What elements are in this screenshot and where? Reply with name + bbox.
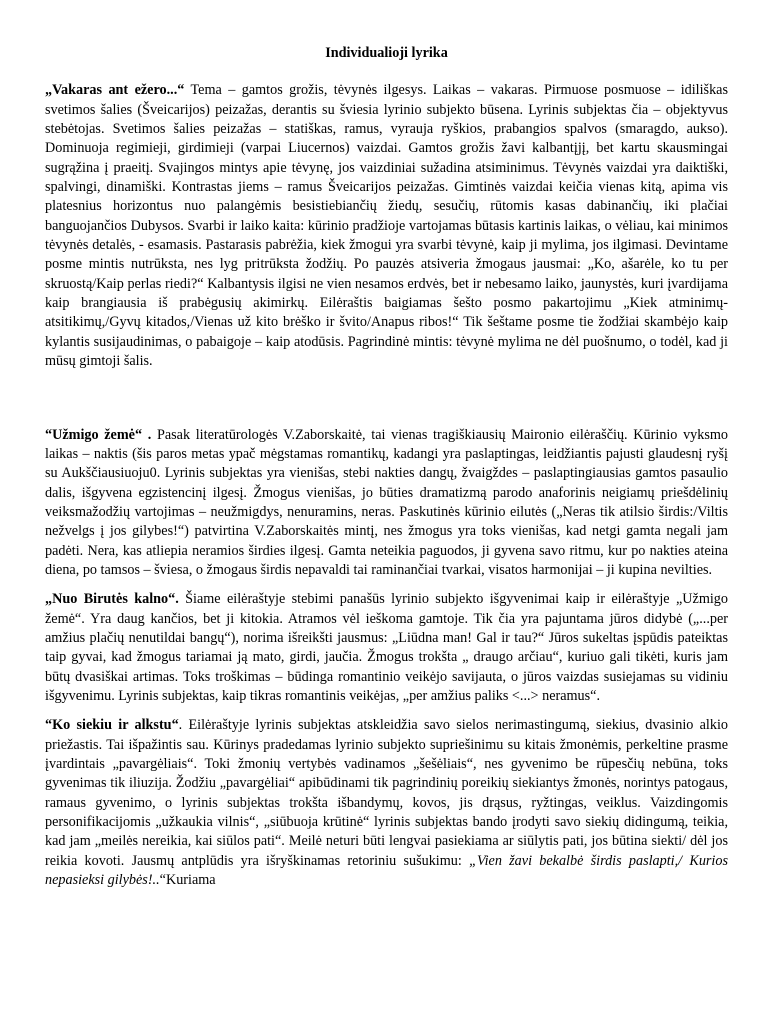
section-nuo-birutes-kalno [45,590,728,706]
spacer [45,372,728,426]
section-uzmigo-zeme [45,426,728,581]
section-heading: “Užmigo žemė“ . [45,426,152,443]
document-page [45,44,728,890]
spacer [45,580,728,590]
section-ko-siekiu [45,716,728,890]
section-heading: „Nuo Birutės kalno“. [45,591,179,608]
section-heading: “Ko siekiu ir alkstu“ [45,717,179,734]
document-title: Individualioji lyrika [325,45,448,61]
section-body: . Eilėraštyje lyrinis subjektas atskleidžia savo sielos nerimastingumą, siekius, dvasinio alkio priežastis. Tai išpažintis sau. Kūrinys pradedamas lyrinio subjekto supriešinimu su kitais žmonėmis, perkeltine prasme įvardintais „pavargėliais“. Toki žmonių vertybės vadinamos „šešėliais“, nes gyvenimo be rūpesčių nebūna, toks gyvenimas tik iliuzija. Žodžiu „pavargėliai“ apibūdinami tik pagrindinių poreikių siekiantys žmonės, norintys patogaus, ramaus gyvenimo, o lyrinis subjektas trokšta išbandymų, kovos, jis drąsus, ryžtingas, veiklus. Vaizdingomis personifikacijomis „užkaukia vilnis“, „siūbuoja krūtinė“ lyrinis subjektas bando įrodyti savo siekių didingumą, teikia, kad jam „meilės nereikia, kai siūlos pati“. Meilė neturi būti lengvai pasiekiama ar siūlytis pati, jos būtina siekti/ dėl jos reikia kovoti. Jausmų antplūdis yra išryškinamas retoriniu sušukimu: [45,717,729,869]
section-body: Tema – gamtos grožis, tėvynės ilgesys. Laikas – vakaras. Pirmuose posmuose – idiliškas svetimos šalies (Šveicarijos) peizažas, derantis su šviesia lyrinio subjekto būsena. Lyrinis subjektas čia – objektyvus stebėtojas. Svetimos šalies peizažas – statiškas, ramus, vyrauja ryškios, prabangios spalvos (smaragdo, aukso). Dominuoja regimieji, girdimieji (varpai Liucernos) vaizdai. Gamtos grožis žavi kalbantįjį, bet kartu skausmingai sugrąžina į praeitį. Svajingos mintys apie tėvynę, jos vaizdiniai sužadina atsiminimus. Tėvynės vaizdai yra daiktiški, spalvingi, dinamiški. Kontrastas jiems – ramus Šveicarijos peizažas. Gimtinės vaizdai keičia vienas kitą, apima vis platesnius horizontus nuo palangėmis besistiebiančių žiedų, sesučių, rūtomis kasas dabinančių, iki plačiai banguojančios Dubysos. Svarbi ir laiko kaita: kūrinio pradžioje vartojamas būtasis kartinis laikas, o vėliau, kai minimos tėvynės detalės, - esamasis. Pastarasis pabrėžia, kiek žmogui yra svarbi tėvynė, kaip ji mylima, jos ilgimasi. Devintame posme mintis nutrūksta, nes lyg pritrūksta žodžių. Po pauzės atsiveria žmogaus jausmai: „Ko, ašarėle, ko tu per skruostą/Kaip perlas riedi?“ Kalbantysis ilgisi ne vien nesamos erdvės, bet ir nebesamo laiko, jaunystės, kuri įvardijama kaip brangiausia iš prabėgusių akimirkų. Eilėraštis baigiamas šešto posmo pakartojimu „Kiek atminimų-atsitikimų,/Gyvų kitados,/Vienas už kito brėško ir švito/Anapus ribos!“ Tik šeštame posme tie žodžiai skambėjo kaip kylantis susijaudinimas, o pabaigoje – kaip atodūsis. Pagrindinė mintis: tėvynė mylima ne dėl puošnumo, o todėl, kad ji mūsų gimtoji šalis. [45,82,728,370]
spacer [45,706,728,716]
section-heading: „Vakaras ant ežero...“ [45,82,185,99]
section-body: Pasak literatūrologės V.Zaborskaitė, tai vienas tragiškiausių Maironio eilėraščių. Kūrinio vyksmo laikas – naktis (šis paros metas ypač mėgstamas romantikų, kadangi yra paslaptingas, leidžiantis pajusti glaudesnį ryšį su Aukščiausiuoju0. Lyrinis subjektas yra vienišas, stebi nakties dangų, žvaigždes – paslaptingiausias gamtos pasaulio dalis, išgyvena egzistencinį ilgesį. Žmogus vienišas, jo būties dramatizmą parodo anaforinis neigiamų priešdėlinių veiksmažodžių vartojimas – neužmigdys, nenuramins, neras. Paskutinės kūrinio eilutės („Neras tik atilsio širdis:/Viltis nežvelgs į jos gilybes!“) patvirtina V.Zaborskaitės mintį, nes žmogus yra toks vienišas, kad netgi gamta negali jam padėti. Nera, kas atliepia neramios širdies ilgesį. Gamta neteikia paguodos, ji gyvena savo ritmu, kur po nakties ateina diena, po tamsos – šviesa, o žmogaus širdis nepavaldi tai raminančiai tvarkai, visatos harmonijai – ji kupina nevilties. [45,426,729,578]
section-quote: „Vien žavi bekalbė širdis paslapti,/ Kurios nepasieksi gilybės!.. [45,852,728,889]
section-tail: “Kuriama [159,872,216,889]
section-vakaras [45,81,728,371]
section-body: Šiame eilėraštyje stebimi panašūs lyrinio subjekto išgyvenimai kaip ir eilėraštyje „Užmigo žemė“. Yra daug kančios, bet ji kitokia. Atramos vėl ieškoma gamtoje. Tik čia yra pajuntama jūros didybė („...per amžius plačių nenutildai bangų“), norima išreikšti jausmus: „Liūdna man! Gal ir tau?“ Jūros sukeltas įspūdis pateiktas taip gyvai, kad žmogus tariamai ją mato, girdi, jaučia. Žmogus trokšta „ draugo arčiau“, kuriuo gali tikėti, kuris jam būtų dvasiškai artimas. Toks troškimas – būdinga romantinio veikėjo savijauta, o jūros vaizdas susiejamas su vidiniu išgyvenimu. Lyrinis subjektas, kaip tikras romantinis veikėjas, „per amžius paliks <...> neramus“. [45,591,728,704]
